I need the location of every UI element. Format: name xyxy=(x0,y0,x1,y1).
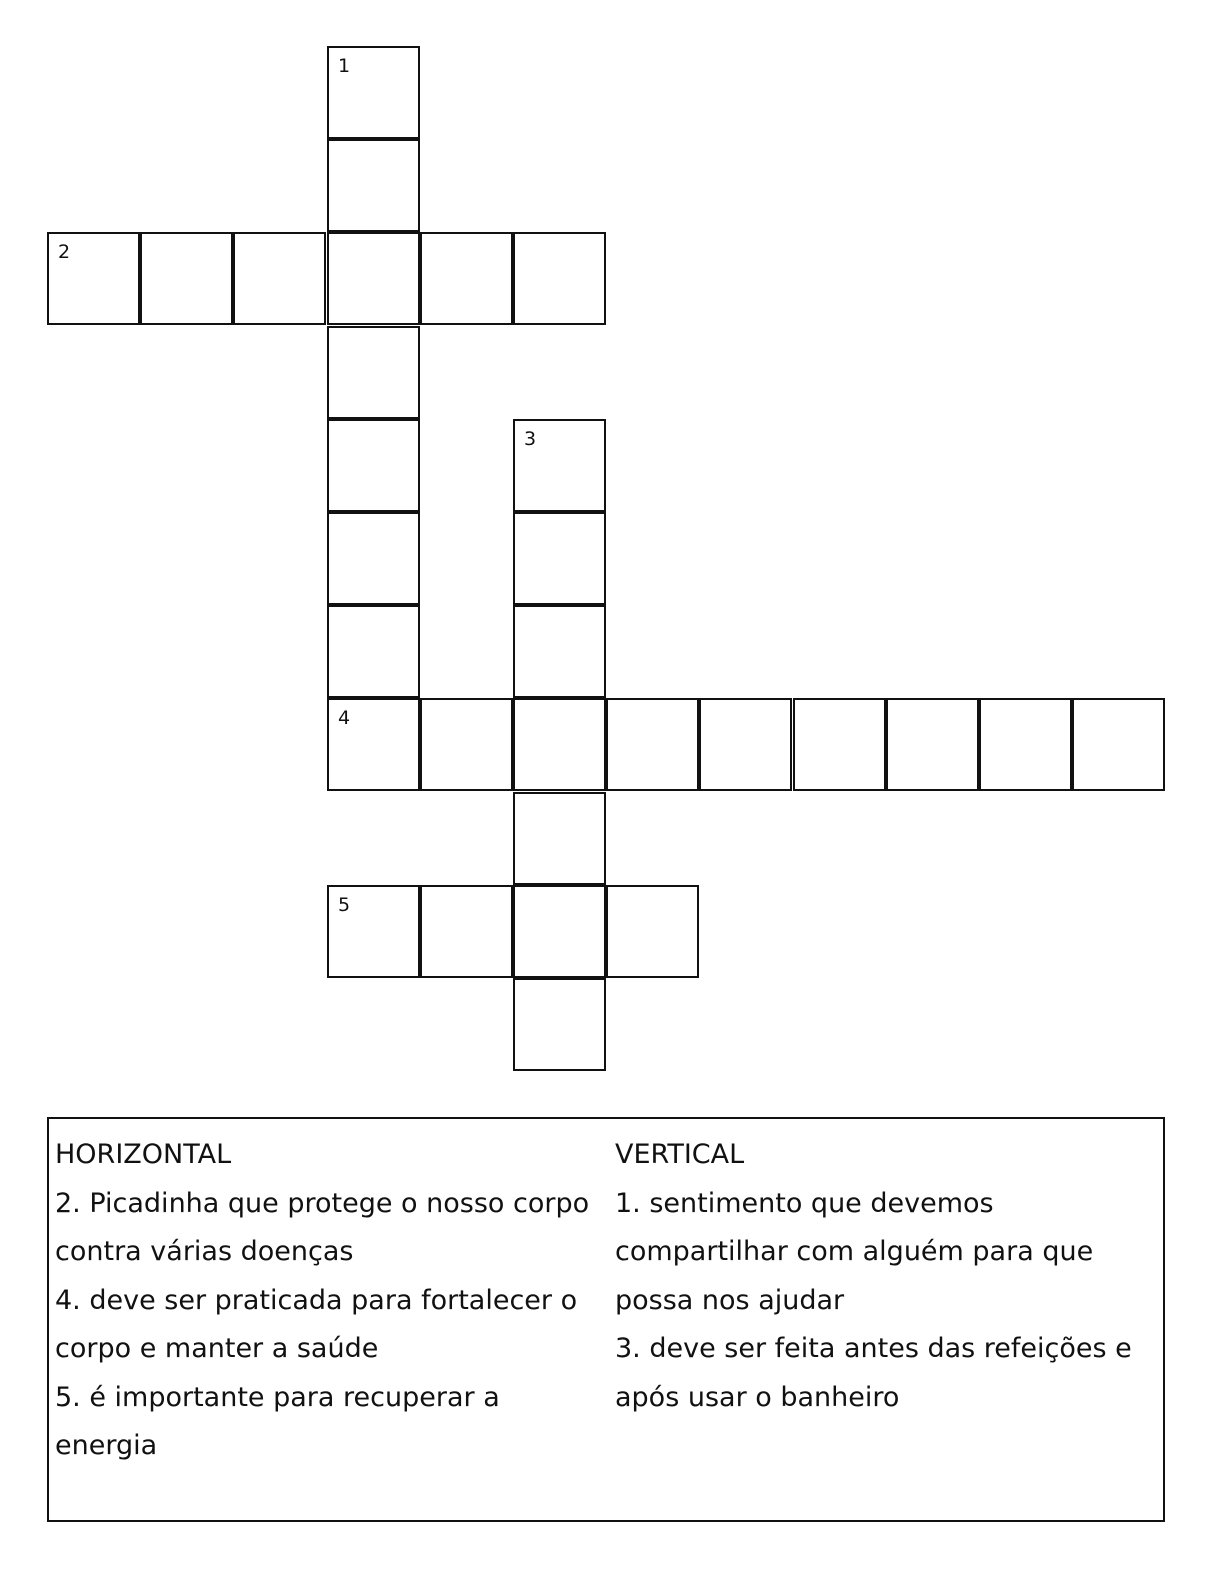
clue-number: 4 xyxy=(338,707,351,729)
crossword-cell[interactable] xyxy=(886,698,979,791)
vertical-heading: VERTICAL xyxy=(615,1139,745,1170)
crossword-cell[interactable] xyxy=(606,698,699,791)
vertical-clue-3: 3. deve ser feita antes das refeições e após usar o banheiro xyxy=(615,1333,1132,1413)
crossword-cell[interactable] xyxy=(420,885,513,978)
vertical-clues xyxy=(615,1131,1163,1422)
crossword-cell[interactable] xyxy=(513,605,606,698)
crossword-cell[interactable] xyxy=(327,46,420,139)
crossword-cell[interactable] xyxy=(513,419,606,512)
crossword-cell[interactable] xyxy=(513,885,606,978)
horizontal-clues xyxy=(55,1131,595,1471)
crossword-cell[interactable] xyxy=(699,698,792,791)
clue-number: 3 xyxy=(524,428,537,450)
crossword-cell[interactable] xyxy=(233,232,326,325)
crossword-cell[interactable] xyxy=(513,232,606,325)
crossword-cell[interactable] xyxy=(327,512,420,605)
vertical-clue-1: 1. sentimento que devemos compartilhar com alguém para que possa nos ajudar xyxy=(615,1187,1094,1316)
crossword-cell[interactable] xyxy=(327,139,420,232)
crossword-cell[interactable] xyxy=(420,698,513,791)
crossword-cell[interactable] xyxy=(327,232,420,325)
horizontal-clue-4: 4. deve ser praticada para fortalecer o corpo e manter a saúde xyxy=(55,1284,578,1364)
crossword-cell[interactable] xyxy=(513,978,606,1071)
crossword-cell[interactable] xyxy=(606,885,699,978)
clue-number: 2 xyxy=(58,241,71,263)
crossword-cell[interactable] xyxy=(513,512,606,605)
crossword-cell[interactable] xyxy=(979,698,1072,791)
clue-number: 1 xyxy=(338,55,351,77)
horizontal-heading: HORIZONTAL xyxy=(55,1139,232,1170)
crossword-cell[interactable] xyxy=(327,326,420,419)
horizontal-clue-2: 2. Picadinha que protege o nosso corpo contra várias doenças xyxy=(55,1187,590,1267)
crossword-cell[interactable] xyxy=(513,698,606,791)
crossword-cell[interactable] xyxy=(47,232,140,325)
crossword-cell[interactable] xyxy=(1072,698,1165,791)
crossword-cell[interactable] xyxy=(793,698,886,791)
horizontal-clue-5: 5. é importante para recuperar a energia xyxy=(55,1381,500,1461)
crossword-cell[interactable] xyxy=(327,885,420,978)
crossword-cell[interactable] xyxy=(327,698,420,791)
crossword-cell[interactable] xyxy=(140,232,233,325)
crossword-cell[interactable] xyxy=(513,792,606,885)
crossword-cell[interactable] xyxy=(327,605,420,698)
crossword-cell[interactable] xyxy=(327,419,420,512)
crossword-cell[interactable] xyxy=(420,232,513,325)
clues-box xyxy=(47,1117,1165,1522)
clue-number: 5 xyxy=(338,894,351,916)
